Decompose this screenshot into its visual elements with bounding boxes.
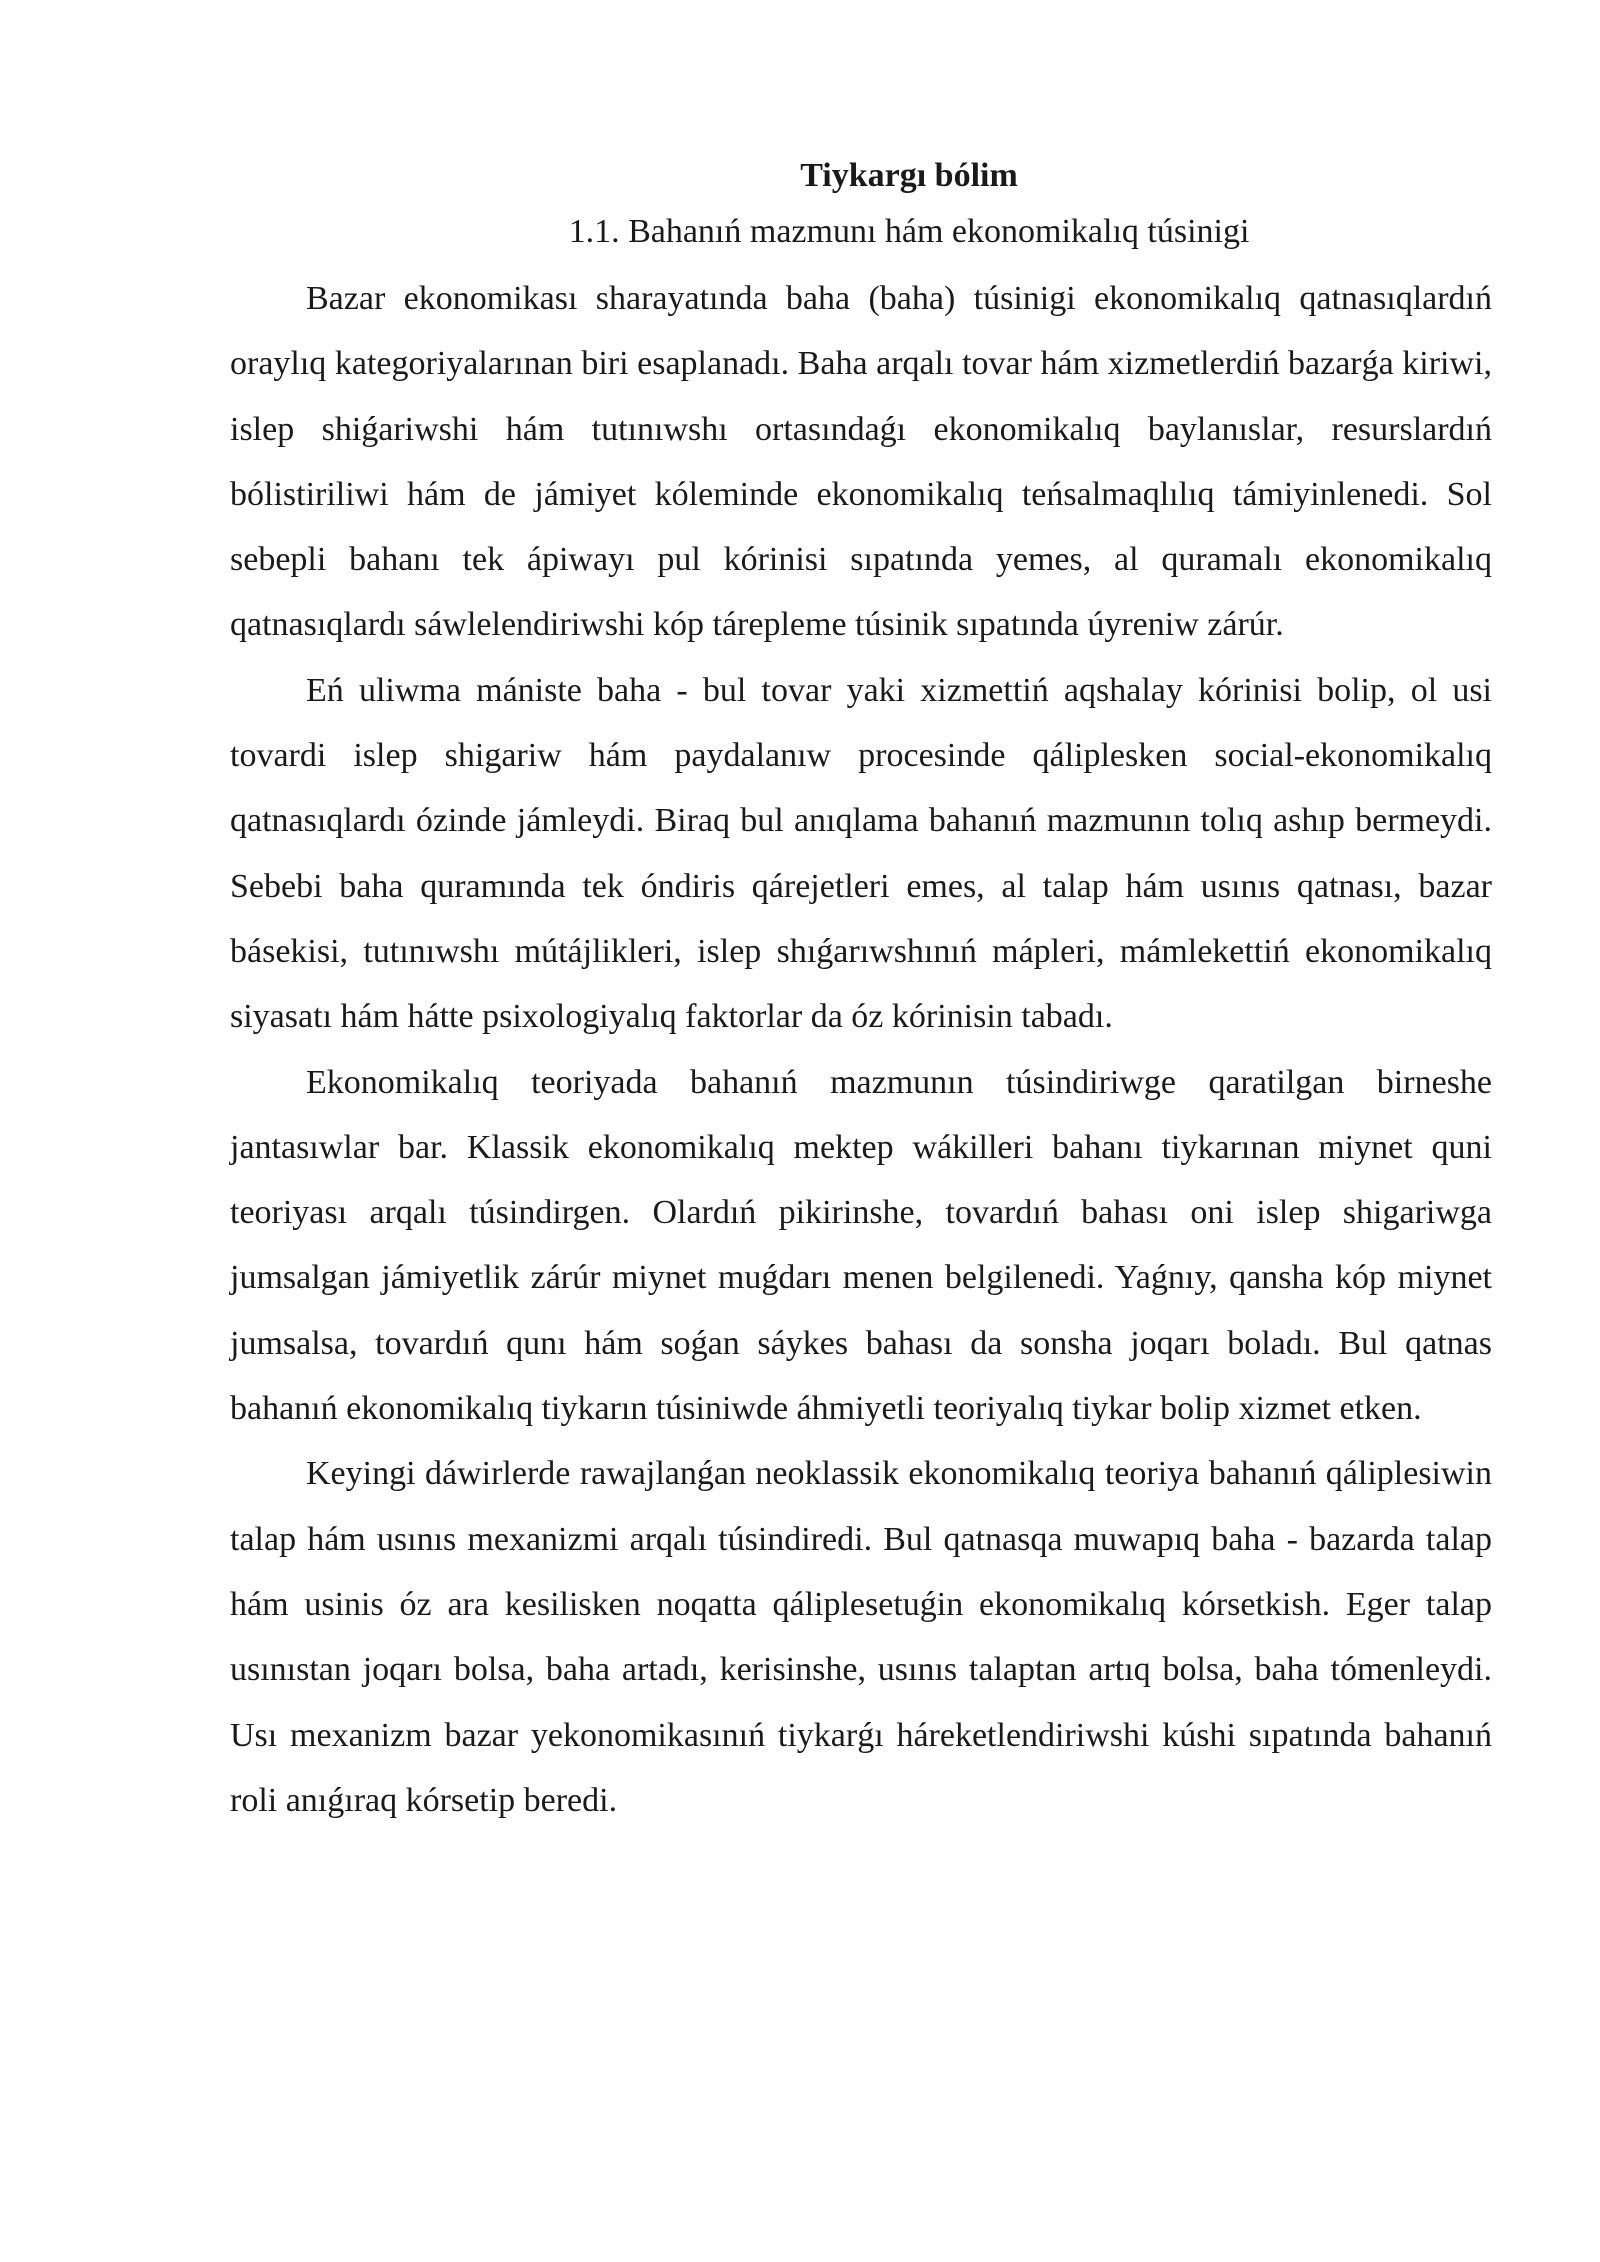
paragraph-1: Bazar ekonomikası sharayatında baha (baha) túsinigi ekonomikalıq qatnasıqlardıń oraylıq kategoriyalarınan biri esaplanadı. Baha arqalı tovar hám xizmetlerdiń bazarǵa kiriwi, islep shiǵariwshi hám tutınıwshı ortasındaǵı ekonomikalıq baylanıslar, resurslardıń bólistiriliwi hám de jámiyet kóleminde ekonomikalıq teńsalmaqlılıq támiyinlenedi. Sol sebepli bahanı tek ápiwayı pul kórinisi sıpatında yemes, al quramalı ekonomikalıq qatnasıqlardı sáwlelendiriwshi kóp tárepleme túsinik sıpatında úyreniw zárúr. <box>230 280 1492 644</box>
section-heading: 1.1. Bahanıń mazmunı hám ekonomikalıq túsinigi <box>568 213 1250 250</box>
paragraph-4: Keyingi dáwirlerde rawajlanǵan neoklassik ekonomikalıq teoriya bahanıń qáliplesiwin talap hám usınıs mexanizmi arqalı túsindiredi. Bul qatnasqa muwapıq baha - bazarda talap hám usinis óz ara kesilisken noqatta qáliplesetuǵin ekonomikalıq kórsetkish. Eger talap usınıstan joqarı bolsa, baha artadı, kerisinshe, usınıs talaptan artıq bolsa, baha tómenleydi. Usı mexanizm bazar yekonomikasınıń tiykarǵı háreketlendiriwshi kúshi sıpatında bahanıń roli anıǵıraq kórsetip beredi. <box>230 1455 1492 1819</box>
paragraph-2: Eń uliwma mániste baha - bul tovar yaki xizmettiń aqshalay kórinisi bolip, ol usi tovardi islep shigariw hám paydalanıw procesinde qáliplesken social-ekonomikalıq qatnasıqlardı ózinde jámleydi. Biraq bul anıqlama bahanıń mazmunın tolıq ashıp bermeydi. Sebebi baha quramında tek óndiris qárejetleri emes, al talap hám usınıs qatnası, bazar básekisi, tutınıwshı mútájlikleri, islep shıǵarıwshınıń mápleri, mámlekettiń ekonomikalıq siyasatı hám hátte psixologiyalıq faktorlar da óz kórinisin tabadı. <box>230 671 1492 1036</box>
document-page <box>230 150 1492 1833</box>
document-title: Tiykargı bólim <box>800 157 1018 194</box>
paragraph-3: Ekonomikalıq teoriyada bahanıń mazmunın túsindiriwge qaratilgan birneshe jantasıwlar bar. Klassik ekonomikalıq mektep wákilleri bahanı tiykarınan miynet quni teoriyası arqalı túsindirgen. Olardıń pikirinshe, tovardıń bahası oni islep shigariwga jumsalgan jámiyetlik zárúr miynet muǵdarı menen belgilenedi. Yaǵnıy, qansha kóp miynet jumsalsa, tovardıń qunı hám soǵan sáykes bahası da sonsha joqarı boladı. Bul qatnas bahanıń ekonomikalıq tiykarın túsiniwde áhmiyetli teoriyalıq tiykar bolip xizmet etken. <box>230 1063 1492 1428</box>
